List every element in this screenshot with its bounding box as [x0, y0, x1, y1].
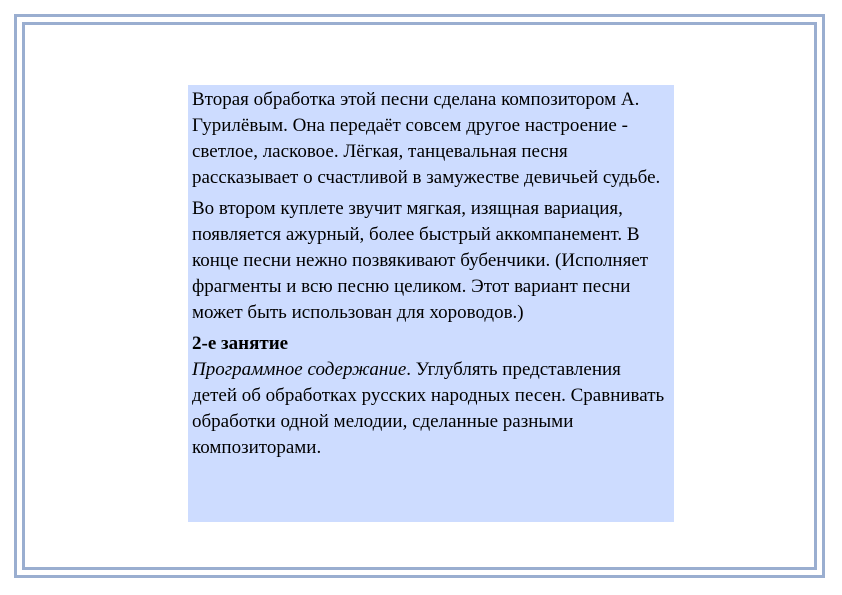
- text-box: [188, 85, 674, 522]
- paragraph-first: Вторая обработка этой песни сделана композитором А. Гурилёвым. Она передаёт совсем другое настроение - светлое, ласковое. Лёгкая, танцевальная песня рассказывает о счастливой в замужестве девичьей судьбе.: [192, 89, 661, 188]
- program-text: . Углублять представления детей об обработках русских народных песен. Сравнивать обработки одной мелодии, сделанные разными композиторами.: [192, 359, 665, 458]
- paragraph-second: Во втором куплете звучит мягкая, изящная вариация, появляется ажурный, более быстрый аккомпанемент. В конце песни нежно позвякивают бубенчики. (Исполняет фрагменты и всю песню целиком. Этот вариант песни может быть использован для хороводов.): [192, 198, 649, 323]
- program-paragraph: [192, 357, 668, 461]
- lesson-heading: 2-е занятие: [192, 333, 289, 354]
- program-label: Программное содержание: [192, 359, 407, 380]
